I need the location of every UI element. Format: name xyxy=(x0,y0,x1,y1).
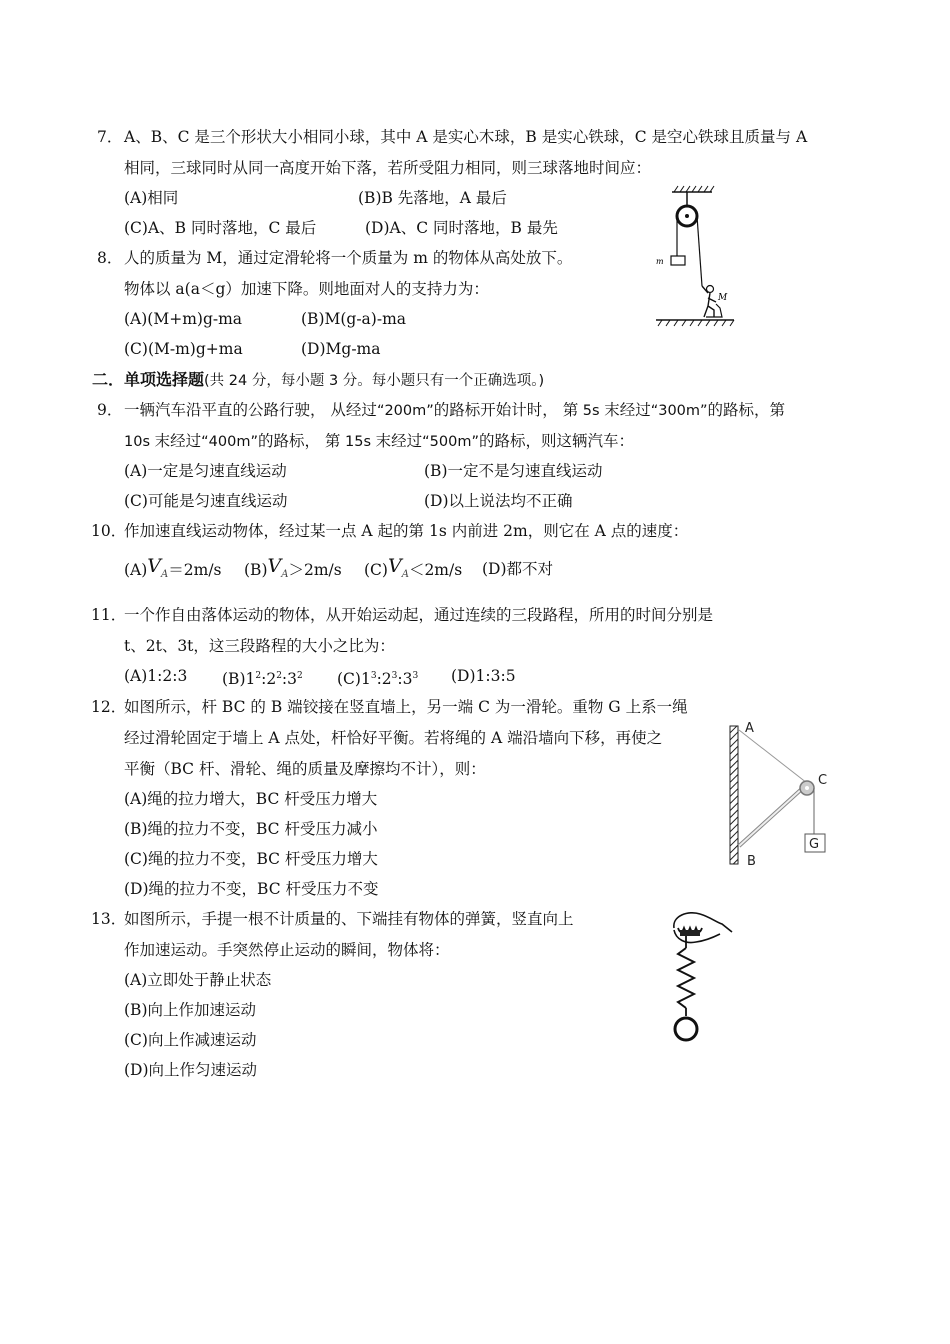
question-text: 如图所示，手提一根不计质量的、下端挂有物体的弹簧，竖直向上 xyxy=(124,910,574,928)
option-a: (A)一定是匀速直线运动 xyxy=(124,462,287,480)
option-a: (A)(M+m)g-ma xyxy=(124,310,243,328)
option-c: (C)(M-m)g+ma xyxy=(124,340,243,358)
label-m: m xyxy=(656,257,664,266)
rod-pulley-figure xyxy=(725,716,835,871)
question-number: 11． xyxy=(91,606,127,624)
question-number: 10． xyxy=(91,522,127,540)
question-text: 人的质量为 M，通过定滑轮将一个质量为 m 的物体从高处放下。 xyxy=(124,249,573,267)
option-a: (A)相同 xyxy=(124,189,179,207)
question-number: 12． xyxy=(91,698,127,716)
option-c: (C)绳的拉力不变，BC 杆受压力增大 xyxy=(124,850,378,868)
hand-spring-figure xyxy=(660,908,740,1048)
question-text: 物体以 a(a＜g）加速下降。则地面对人的支持力为： xyxy=(124,280,489,298)
option-b: $(B)V_A>2m/s$ xyxy=(244,555,342,580)
option-a: (A)1:2:3 xyxy=(124,667,188,685)
option-b: (B)绳的拉力不变，BC 杆受压力减小 xyxy=(124,820,378,838)
option-d: (D)绳的拉力不变，BC 杆受压力不变 xyxy=(124,880,379,898)
question-text: 一个作自由落体运动的物体，从开始运动起，通过连续的三段路程，所用的时间分别是 xyxy=(124,606,714,624)
label-C: C xyxy=(818,773,828,788)
question-text: 平衡（BC 杆、滑轮、绳的质量及摩擦均不计），则： xyxy=(124,760,486,778)
label-A: A xyxy=(745,721,754,736)
question-number: 8． xyxy=(97,249,123,267)
label-B: B xyxy=(747,854,756,869)
question-text: A、B、C 是三个形状大小相同小球，其中 A 是实心木球，B 是实心铁球，C 是空心铁球且质量与 A xyxy=(124,128,808,146)
question-number: 7． xyxy=(97,128,123,146)
pulley-figure xyxy=(650,186,740,328)
label-M: M xyxy=(718,293,728,303)
question-text: 一辆汽车沿平直的公路行驶， 从经过“200m”的路标开始计时， 第 5s 末经过“300m”的路标，第 xyxy=(124,401,786,419)
option-b: $(B)1^2:2^2:3^2$ xyxy=(222,670,303,689)
question-number: 9． xyxy=(97,401,123,419)
question-number: 13． xyxy=(91,910,127,928)
option-d: (D)向上作匀速运动 xyxy=(124,1061,258,1079)
option-d: (D)Mg-ma xyxy=(301,340,381,358)
option-a: (A)绳的拉力增大，BC 杆受压力增大 xyxy=(124,790,378,808)
option-c: (C)A、B 同时落地，C 最后 xyxy=(124,219,317,237)
option-c: (C)向上作减速运动 xyxy=(124,1031,257,1049)
section-note: (共 24 分，每小题 3 分。每小题只有一个正确选项。) xyxy=(204,373,545,389)
question-text: 经过滑轮固定于墙上 A 点处，杆恰好平衡。若将绳的 A 端沿墙向下移，再使之 xyxy=(124,729,663,747)
label-G: G xyxy=(809,837,820,852)
question-text: t、2t、3t，这三段路程的大小之比为： xyxy=(124,637,395,655)
option-b: (B)一定不是匀速直线运动 xyxy=(424,462,603,480)
option-b: (B)M(g-a)-ma xyxy=(301,310,407,328)
section-header xyxy=(92,369,544,392)
option-d: (D)以上说法均不正确 xyxy=(424,492,573,510)
option-d: (D)都不对 xyxy=(482,560,554,578)
question-text: 作加速直线运动物体，经过某一点 A 起的第 1s 内前进 2m，则它在 A 点的速度： xyxy=(124,522,689,540)
option-c: $(C)1^3:2^3:3^3$ xyxy=(337,670,419,689)
option-c: (C)可能是匀速直线运动 xyxy=(124,492,288,510)
option-b: (B)B 先落地，A 最后 xyxy=(358,189,507,207)
question-text: 10s 末经过“400m”的路标， 第 15s 末经过“500m”的路标，则这辆汽车： xyxy=(124,432,634,450)
option-c: $(C)V_A<2m/s$ xyxy=(364,555,463,580)
section-title: 二．单项选择题 xyxy=(92,370,205,389)
option-a: $(A)V_A=2m/s$ xyxy=(124,555,222,580)
option-a: (A)立即处于静止状态 xyxy=(124,971,272,989)
option-d: (D)A、C 同时落地，B 最先 xyxy=(365,219,558,237)
option-b: (B)向上作加速运动 xyxy=(124,1001,256,1019)
option-d: (D)1:3:5 xyxy=(451,667,516,685)
question-text: 相同，三球同时从同一高度开始下落，若所受阻力相同，则三球落地时间应： xyxy=(124,159,652,177)
question-text: 如图所示，杆 BC 的 B 端铰接在竖直墙上，另一端 C 为一滑轮。重物 G 上系一绳 xyxy=(124,698,688,716)
question-text: 作加速运动。手突然停止运动的瞬间，物体将： xyxy=(124,941,450,959)
